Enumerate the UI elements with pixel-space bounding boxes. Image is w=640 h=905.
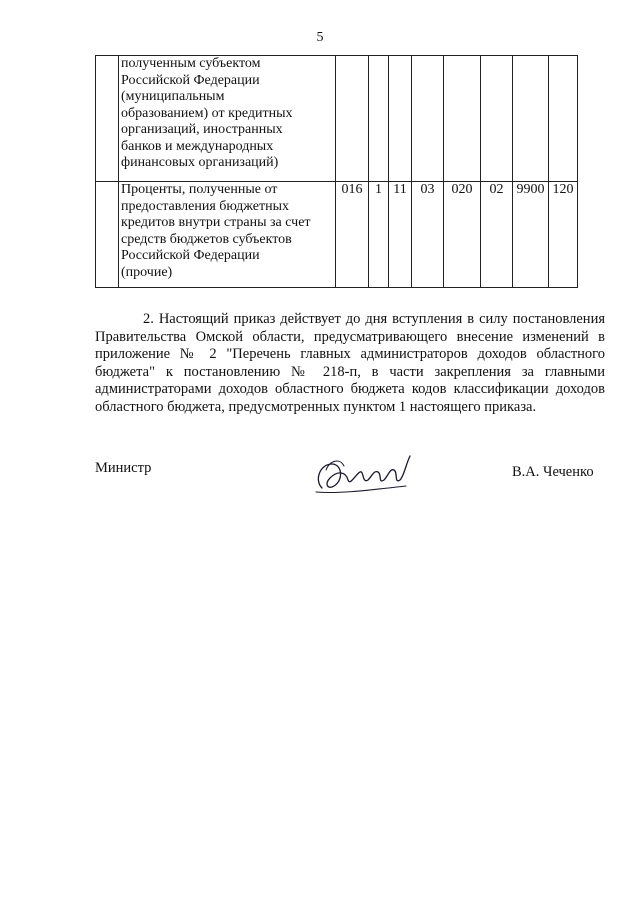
code-cell: 1 (369, 182, 389, 288)
table-row (96, 182, 578, 288)
description-cell (119, 182, 336, 288)
description-line: полученным субъектом (121, 56, 261, 71)
code-cell: 02 (481, 182, 513, 288)
code-cell (369, 56, 389, 182)
code-cell (513, 56, 549, 182)
description-line: образованием) от кредитных (121, 105, 293, 121)
description-line: Проценты, полученные от (121, 182, 278, 197)
code-cell: 03 (412, 182, 444, 288)
code-cell (336, 56, 369, 182)
description-line: организаций, иностранных (121, 122, 283, 137)
code-cell: 016 (336, 182, 369, 288)
description-line: предоставления бюджетных (121, 198, 289, 214)
order-paragraph: 2. Настоящий приказ действует до дня вступления в силу постановления Правительства Омской области, предусматривающего внесение изменений в приложение № 2 "Перечень главных администраторов доходов областного бюджета" к постановлению № 218-п, в части закрепления за главными администраторами доходов областного бюджета кодов классификации доходов областного бюджета, предусмотренных пунктом 1 настоящего приказа. (95, 311, 605, 415)
handwritten-signature (310, 450, 420, 500)
classification-table (95, 55, 578, 288)
description-line: (муниципальным (121, 89, 225, 104)
code-cell: 9900 (513, 182, 549, 288)
code-cell: 11 (389, 182, 412, 288)
description-line: Российской Федерации (121, 72, 260, 88)
row-number-cell (96, 56, 119, 182)
code-cell (389, 56, 412, 182)
page-number: 5 (316, 30, 324, 45)
description-line: Российской Федерации (121, 248, 260, 263)
code-cell (549, 56, 578, 182)
code-cell (481, 56, 513, 182)
row-number-cell (96, 182, 119, 288)
description-line: кредитов внутри страны за счет (121, 215, 311, 230)
code-cell (412, 56, 444, 182)
description-line: (прочие) (121, 264, 173, 280)
signatory-title: Министр (95, 460, 152, 476)
code-cell (444, 56, 481, 182)
code-cell: 120 (549, 182, 578, 288)
table-row (96, 56, 578, 182)
description-line: средств бюджетов субъектов (121, 231, 292, 247)
description-line: банков и международных (121, 138, 274, 154)
description-cell (119, 56, 336, 182)
signatory-name: В.А. Чеченко (512, 464, 594, 480)
code-cell: 020 (444, 182, 481, 288)
description-line: финансовых организаций) (121, 155, 279, 170)
